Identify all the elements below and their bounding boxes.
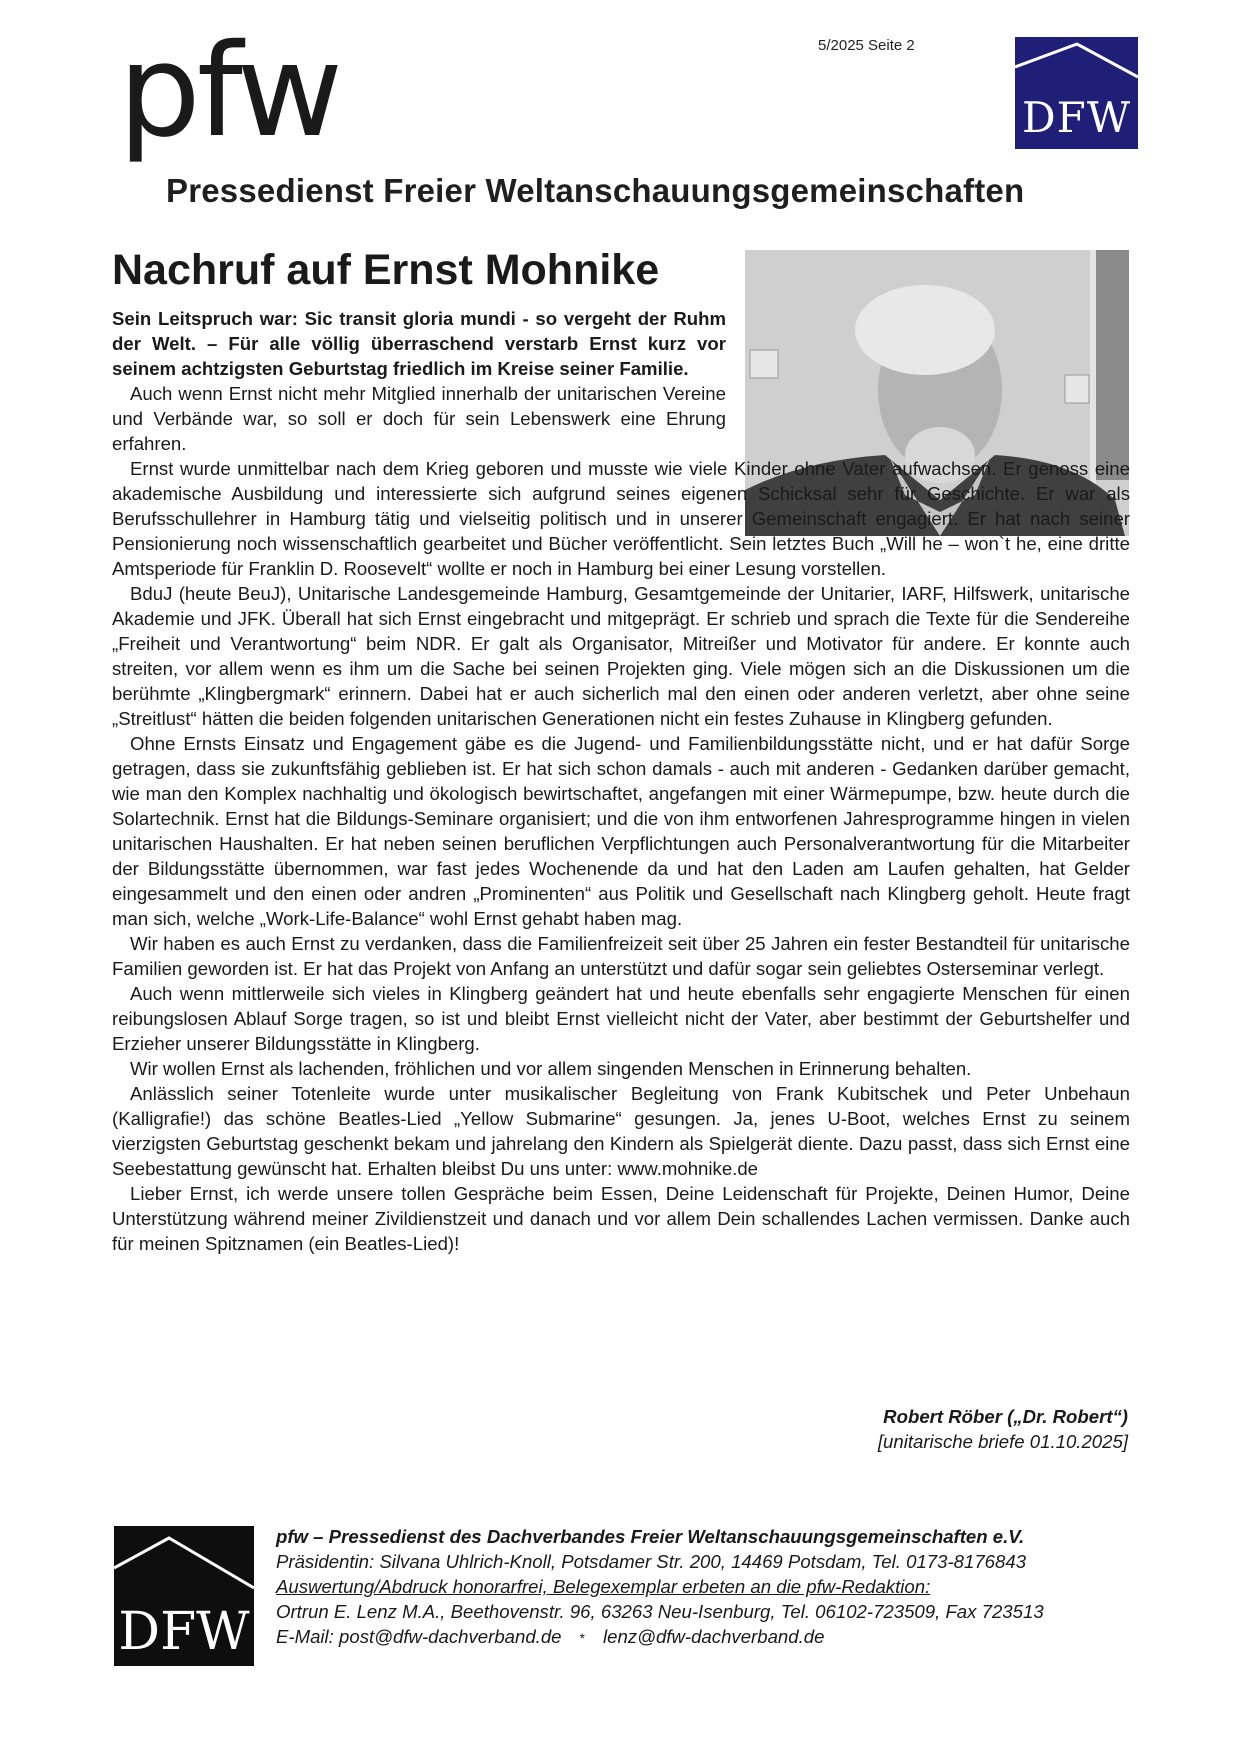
email-link-post[interactable]: E-Mail: post@dfw-dachverband.de [276,1626,562,1647]
article-title: Nachruf auf Ernst Mohnike [112,246,660,294]
footer-emails [276,1624,1044,1651]
paragraph-5: Wir haben es auch Ernst zu verdanken, dass die Familienfreizeit seit über 25 Jahren ein fester Bestandteil für unitarische Familien geworden ist. Er hat das Projekt von Anfang an unterstützt und dafür sogar sein geliebtes Osterseminar verlegt. [112,933,1130,979]
footer-title: pfw – Pressedienst des Dachverbandes Freier Weltanschauungsgemeinschaften e.V. [276,1526,1025,1547]
email-link-lenz[interactable]: lenz@dfw-dachverband.de [602,1626,825,1647]
separator-icon: * [579,1630,585,1646]
dfw-logo [1015,37,1138,149]
author-name: Robert Röber („Dr. Robert“) [883,1406,1128,1427]
dfw-footer-logo-text: DFW [118,1602,250,1662]
article-body [112,306,1130,1256]
paragraph-2 [112,456,1130,581]
footer-info [276,1524,1044,1651]
paragraph-6: Auch wenn mittlerweile sich vieles in Klingberg geändert hat und heute ebenfalls sehr engagierte Menschen für einen reibungslosen Ablauf Sorge tragen, so ist und bleibt Ernst vielleicht nicht der Vater, aber bestimmt der Geburtshelfer und Erzieher unserer Bildungsstätte in Klingberg. [112,983,1130,1054]
article-lead: Sein Leitspruch war: Sic transit gloria mundi - so vergeht der Ruhm der Welt. – Für alle völlig überraschend verstarb Ernst kurz vor seinem achtzigsten Geburtstag friedlich im Kreise seiner Familie. [112,308,726,379]
dfw-footer-logo [114,1526,254,1666]
paragraph-3: BduJ (heute BeuJ), Unitarische Landesgemeinde Hamburg, Gesamtgemeinde der Unitarier, IARF, Hilfswerk, unitarische Akademie und JFK. Überall hat sich Ernst eingebracht und mitgeprägt. Er schrieb und sprach die Texte für die Sendereihe „Freiheit und Verantwortung“ beim NDR. Er galt als Organisator, Mitreißer und Motivator für andere. Er konnte auch streiten, vor allem wenn es ihm um die Sache bei seinen Projekten ging. Viele mögen sich an die Diskussionen um die berühmte „Klingbergmark“ erinnern. Dabei hat er auch sicherlich mal den einen oder anderen verletzt, aber ohne seine „Streitlust“ hätten die beiden folgenden unitarischen Generationen nicht ein festes Zuhause in Klingberg gefunden. [112,583,1130,729]
source-citation: [unitarische briefe 01.10.2025] [877,1431,1128,1452]
paragraph-4: Ohne Ernsts Einsatz und Engagement gäbe es die Jugend- und Familienbildungsstätte nicht, und er hat dafür Sorge getragen, dass sie zukunftsfähig geblieben ist. Er hat sich schon damals - auch mit anderen - Gedanken darüber gemacht, wie man den Komplex nachhaltig und ökologisch bewirtschaftet, angefangen mit einer Wärmepumpe, bzw. heute durch die Solartechnik. Ernst hat die Bildungs-Seminare organisiert; und die von ihm entworfenen Jahresprogramme hingen in vielen unitarischen Haushalten. Er hat neben seinen beruflichen Verpflichtungen auch Personalverantwortung für die Mitarbeiter der Bildungsstätte übernommen, war fast jedes Wochenende da und hat den Laden am Laufen gehalten, hat Gelder eingesammelt und den einen oder andren „Prominenten“ aus Politik und Gesellschaft nach Klingberg geholt. Heute fragt man sich, welche „Work-Life-Balance“ wohl Ernst gehabt haben mag. [112,733,1130,929]
paragraph-8: Anlässlich seiner Totenleite wurde unter musikalischer Begleitung von Frank Kubitschek und Peter Unbehaun (Kalligrafie!) das schöne Beatles-Lied „Yellow Submarine“ gesungen. Ja, jenes U-Boot, welches Ernst zu seinem vierzigsten Geburtstag geschenkt bekam und jahrelang den Kindern als Spielgerät diente. Dazu passt, dass sich Ernst eine Seebestattung gewünscht hat. Erhalten bleibst Du uns unter: www.mohnike.de [112,1083,1130,1179]
paragraph-1: Auch wenn Ernst nicht mehr Mitglied innerhalb der unitarischen Vereine und Verbände war, so soll er doch für sein Lebenswerk eine Ehrung erfahren. [112,383,726,454]
dfw-logo-text: DFW [1022,93,1131,142]
paragraph-2-text: Ernst wurde unmittelbar nach dem Krieg geboren und musste wie viele Kinder ohne Vater aufwachsen. Er genoss eine akademische Ausbildung und interessierte sich aufgrund seines eigenen Schicksal sehr für Geschichte. Er war als Berufsschullehrer in Hamburg tätig und vielseitig politisch und in unserer Gemeinschaft engagiert. Er hat nach seiner Pensionierung noch wissenschaftlich gearbeitet und Bücher veröffentlicht. Sein letztes Buch „Will he – won`t he, eine dritte Amtsperiode für Franklin D. Roosevelt“ wollte er noch in Hamburg bei einer Lesung vorstellen. [112,458,1130,579]
paragraph-9: Lieber Ernst, ich werde unsere tollen Gespräche beim Essen, Deine Leidenschaft für Projekte, Deinen Humor, Deine Unterstützung während meiner Zivildienstzeit und danach und vor allem Dein schallendes Lachen vermissen. Danke auch für meinen Spitznamen (ein Beatles-Lied)! [112,1183,1130,1254]
publication-subtitle: Pressedienst Freier Weltanschauungsgemeinschaften [166,172,1025,209]
footer-notice: Auswertung/Abdruck honorarfrei, Belegexemplar erbeten an die pfw-Redaktion: [276,1576,931,1597]
footer-president: Präsidentin: Silvana Uhlrich-Knoll, Potsdamer Str. 200, 14469 Potsdam, Tel. 0173-8176843 [276,1551,1027,1572]
pfw-logo: pfw [118,17,340,166]
footer-editor: Ortrun E. Lenz M.A., Beethovenstr. 96, 63263 Neu-Isenburg, Tel. 06102-723509, Fax 723513 [276,1601,1044,1622]
issue-number: 5/2025 Seite 2 [818,37,915,54]
paragraph-7: Wir wollen Ernst als lachenden, fröhlichen und vor allem singenden Menschen in Erinnerung behalten. [130,1058,972,1079]
signature-block [878,1404,1128,1454]
